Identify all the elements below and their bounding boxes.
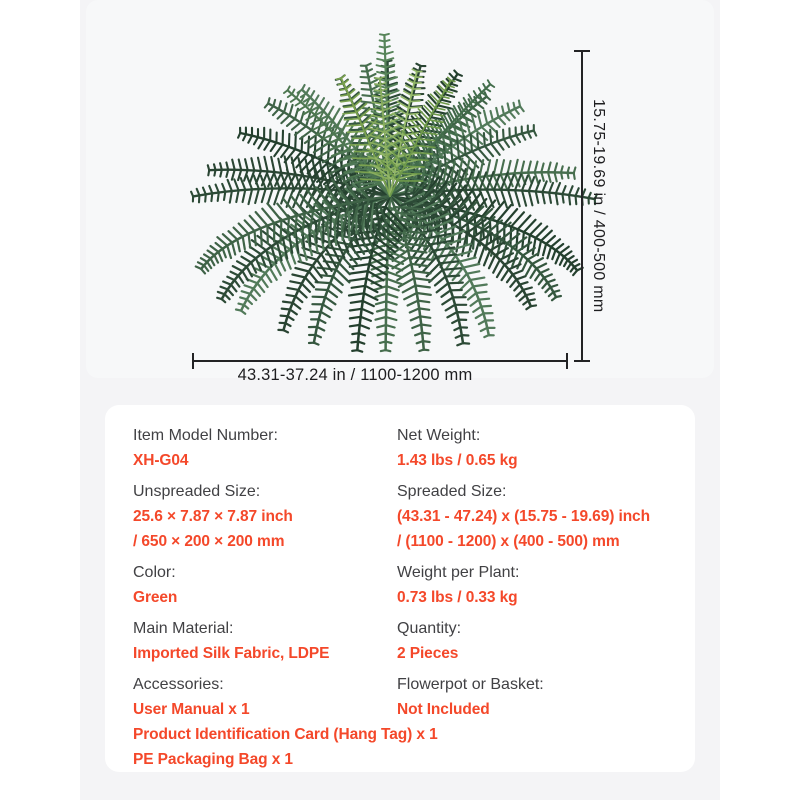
height-dimension-cap-top <box>574 50 590 52</box>
spec-value: PE Packaging Bag x 1 <box>133 751 293 768</box>
spec-row-accessories-flowerpot <box>133 672 675 772</box>
spec-value: / (1100 - 1200) x (400 - 500) mm <box>397 533 620 550</box>
spec-value: / 650 × 200 × 200 mm <box>133 533 285 550</box>
spec-item-weight-per-plant <box>397 560 675 610</box>
spec-label: Color: <box>133 564 176 581</box>
spec-label: Item Model Number: <box>133 427 278 444</box>
spec-row-sizes <box>133 479 675 554</box>
spec-value: Green <box>133 589 178 606</box>
width-dimension-label: 43.31-37.24 in / 1100-1200 mm <box>237 366 473 384</box>
width-dimension-tick-right <box>566 353 568 369</box>
specs-panel <box>105 405 695 772</box>
spec-label: Weight per Plant: <box>397 564 520 581</box>
spec-label: Quantity: <box>397 620 462 637</box>
spec-value: 1.43 lbs / 0.65 kg <box>397 452 518 469</box>
spec-item-net-weight <box>397 423 675 473</box>
spec-item-accessories <box>133 672 438 772</box>
spec-label: Net Weight: <box>397 427 481 444</box>
fern-plant-image <box>80 0 720 400</box>
spec-value: XH-G04 <box>133 452 189 469</box>
spec-value: 0.73 lbs / 0.33 kg <box>397 589 518 606</box>
spec-item-model-number <box>133 423 397 473</box>
spec-item-color <box>133 560 397 610</box>
spec-item-quantity <box>397 616 675 666</box>
spec-value: (43.31 - 47.24) x (15.75 - 19.69) inch <box>397 508 650 525</box>
height-dimension-label: 15.75-19.69 in / 400-500 mm <box>590 99 607 313</box>
spec-label: Unspreaded Size: <box>133 483 261 500</box>
spec-value: 2 Pieces <box>397 645 459 662</box>
spec-item-flowerpot-or-basket <box>397 672 675 772</box>
spec-item-unspreaded-size <box>133 479 397 554</box>
spec-value: Product Identification Card (Hang Tag) x 1 <box>133 726 438 743</box>
spec-value: Imported Silk Fabric, LDPE <box>133 645 330 662</box>
spec-item-spreaded-size <box>397 479 675 554</box>
spec-row-color-weight <box>133 560 675 610</box>
spec-value: Not Included <box>397 701 490 718</box>
spec-item-main-material <box>133 616 397 666</box>
height-dimension-line <box>581 51 583 361</box>
spec-value: 25.6 × 7.87 × 7.87 inch <box>133 508 293 525</box>
spec-label: Main Material: <box>133 620 234 637</box>
spec-value: User Manual x 1 <box>133 701 250 718</box>
spec-label: Spreaded Size: <box>397 483 507 500</box>
spec-row-model-weight <box>133 423 675 473</box>
spec-row-material-quantity <box>133 616 675 666</box>
spec-label: Flowerpot or Basket: <box>397 676 544 693</box>
height-dimension-cap-bottom <box>574 360 590 362</box>
spec-label: Accessories: <box>133 676 224 693</box>
width-dimension-line <box>193 360 568 362</box>
